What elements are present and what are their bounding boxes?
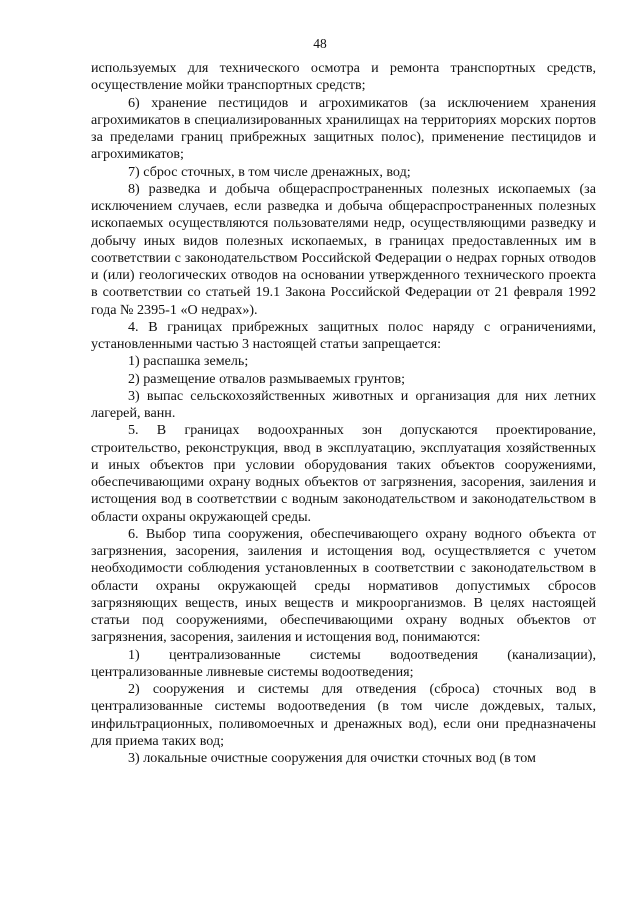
document-body — [91, 60, 596, 767]
paragraph: 3) локальные очистные сооружения для очистки сточных вод (в том — [128, 750, 536, 766]
paragraph: 4. В границах прибрежных защитных полос наряду с ограничениями, установленными частью 3 настоящей статьи запрещается: — [91, 318, 596, 352]
paragraph: 3) выпас сельскохозяйственных животных и организация для них летних лагерей, ванн. — [91, 387, 596, 421]
paragraph: 5. В границах водоохранных зон допускаются проектирование, строительство, реконструкция, ввод в эксплуатацию, эксплуатация хозяйственных и иных объектов при условии оборудования таких объектов сооружениями, обеспечивающими охрану водных объектов от загрязнения, засорения, заиления и истощения вод в соответствии с водным законодательством и законодательством в области охраны окружающей среды. — [91, 422, 596, 525]
paragraph: 2) размещение отвалов размываемых грунтов; — [128, 370, 406, 387]
paragraph: используемых для технического осмотра и ремонта транспортных средств, осуществление мойки транспортных средств; — [91, 60, 596, 94]
paragraph: 2) сооружения и системы для отведения (сброса) сточных вод в централизованные системы водоотведения (в том числе дождевых, талых, инфильтрационных, поливомоечных и дренажных вод), если они предназначены для приема таких вод; — [91, 681, 596, 749]
paragraph: 6) хранение пестицидов и агрохимикатов (за исключением хранения агрохимикатов в специализированных хранилищах на территориях морских портов за пределами границ прибрежных защитных полос), применение пестицидов и агрохимикатов; — [91, 94, 596, 163]
paragraph: 7) сброс сточных, в том числе дренажных, вод; — [128, 163, 411, 180]
page-number: 48 — [313, 36, 327, 51]
paragraph: 1) централизованные системы водоотведения (канализации), централизованные ливневые системы водоотведения; — [91, 646, 596, 680]
paragraph: 1) распашка земель; — [128, 353, 249, 370]
paragraph: 6. Выбор типа сооружения, обеспечивающего охрану водного объекта от загрязнения, засорения, заиления и истощения вод, осуществляется с учетом необходимости соблюдения установленных в соответствии с законодательством в области охраны окружающей среды нормативов допустимых сбросов загрязняющих веществ, иных веществ и микроорганизмов. В целях настоящей статьи под сооружениями, обеспечивающими охрану водных объектов от загрязнения, засорения, заиления и истощения вод, понимаются: — [91, 525, 596, 646]
paragraph: 8) разведка и добыча общераспространенных полезных ископаемых (за исключением случаев, если разведка и добыча общераспространенных полезных ископаемых осуществляются пользователями недр, осуществляющими разведку и добычу иных видов полезных ископаемых, в границах предоставленных им в соответствии с законодательством Российской Федерации о недрах горных отводов и (или) геологических отводов на основании утвержденного технического проекта в соответствии со статьей 19.1 Закона Российской Федерации от 21 февраля 1992 года № 2395-1 «О недрах»). — [91, 180, 596, 318]
